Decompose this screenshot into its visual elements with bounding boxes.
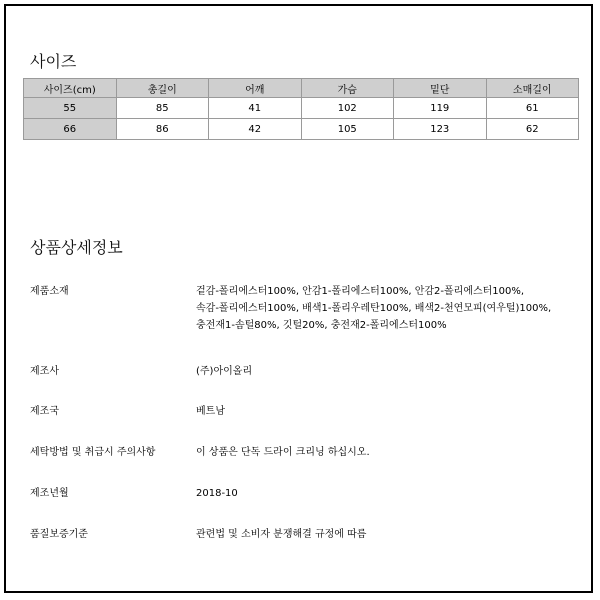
table-cell: 123 <box>394 119 487 140</box>
header-size: 사이즈(cm) <box>24 79 117 98</box>
country-label: 제조국 <box>30 406 59 417</box>
country-value: 베트남 <box>196 406 225 417</box>
warranty-value: 관련법 및 소비자 분쟁해결 규정에 따름 <box>196 529 367 540</box>
material-line: 겉감-폴리에스터100%, 안감1-폴리에스터100%, 안감2-폴리에스터100%, <box>196 286 525 297</box>
table-cell: 55 <box>24 98 117 119</box>
table-cell: 66 <box>24 119 117 140</box>
material-line: 충전재1-솜털80%, 깃털20%, 충전재2-폴리에스터100% <box>196 320 447 331</box>
header-chest: 가슴 <box>301 79 394 98</box>
header-total-length: 총길이 <box>116 79 209 98</box>
size-table-header-row <box>24 79 579 98</box>
table-cell: 86 <box>116 119 209 140</box>
manufacturer-value: (주)아이올리 <box>196 366 253 377</box>
table-cell: 61 <box>486 98 579 119</box>
header-hem: 밑단 <box>394 79 487 98</box>
header-sleeve-length: 소매길이 <box>486 79 579 98</box>
table-cell: 85 <box>116 98 209 119</box>
material-label: 제품소재 <box>30 286 69 297</box>
table-row <box>24 98 579 119</box>
table-cell: 62 <box>486 119 579 140</box>
detail-section-title: 상품상세정보 <box>30 238 123 257</box>
care-label: 세탁방법 및 취급시 주의사항 <box>30 447 156 458</box>
table-cell: 105 <box>301 119 394 140</box>
header-shoulder: 어깨 <box>209 79 302 98</box>
size-section-title: 사이즈 <box>30 52 77 71</box>
table-row <box>24 119 579 140</box>
table-cell: 102 <box>301 98 394 119</box>
manufacture-date-label: 제조년월 <box>30 488 69 499</box>
manufacture-date-value: 2018-10 <box>196 488 238 499</box>
warranty-label: 품질보증기준 <box>30 529 88 540</box>
material-value <box>196 283 551 334</box>
care-value: 이 상품은 단독 드라이 크리닝 하십시오. <box>196 447 370 458</box>
material-line: 속감-폴리에스터100%, 배색1-폴리우레탄100%, 배색2-천연모피(여우털)100%, <box>196 303 552 314</box>
manufacturer-label: 제조사 <box>30 366 59 377</box>
table-cell: 42 <box>209 119 302 140</box>
table-cell: 41 <box>209 98 302 119</box>
size-table <box>23 78 579 140</box>
table-cell: 119 <box>394 98 487 119</box>
